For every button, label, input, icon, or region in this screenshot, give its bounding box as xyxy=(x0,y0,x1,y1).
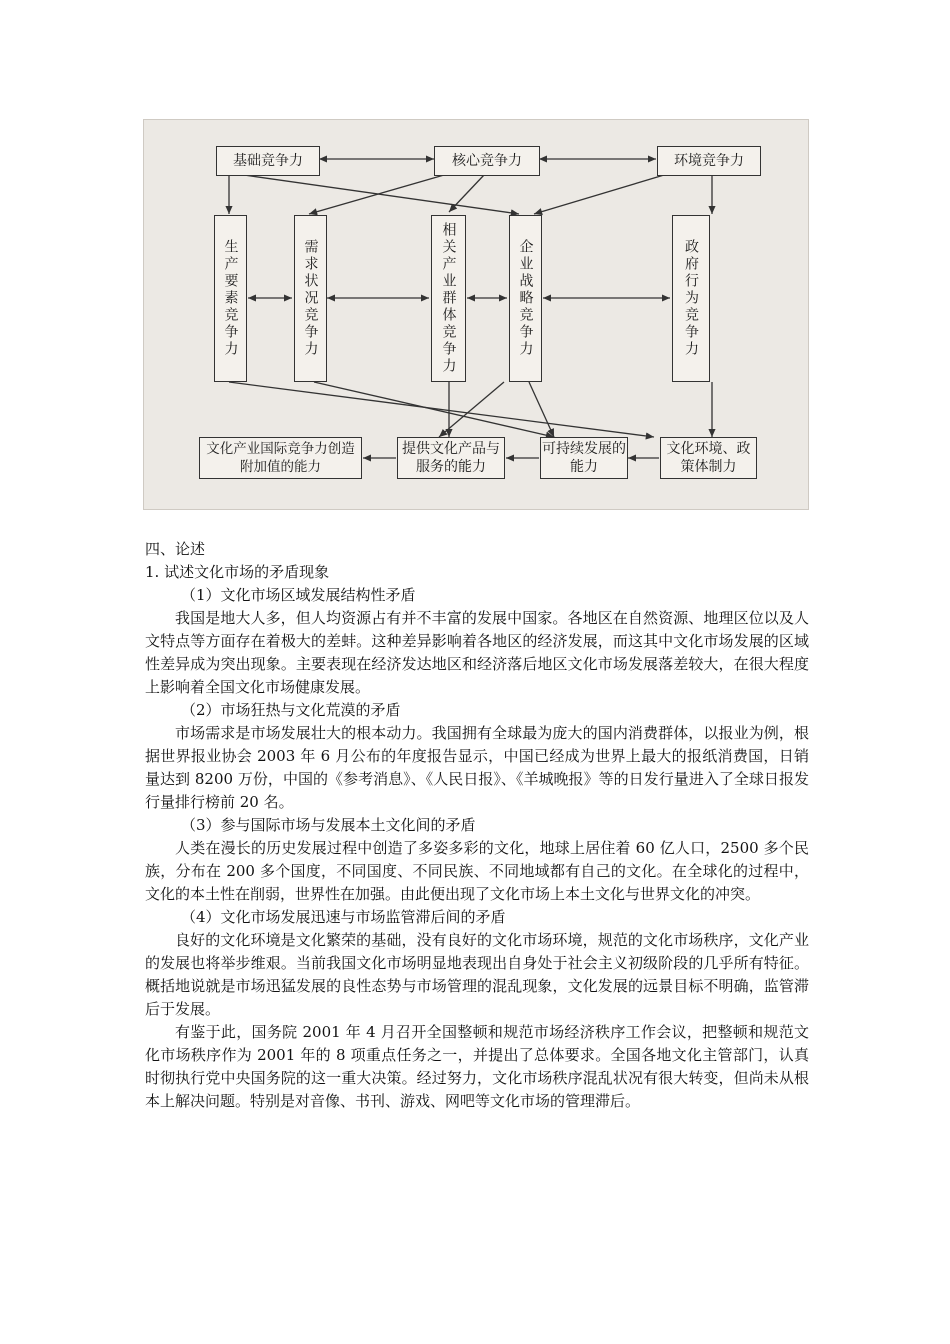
item-3-title: （3）参与国际市场与发展本土文化间的矛盾 xyxy=(181,816,476,834)
question-title: 1. 试述文化市场的矛盾现象 xyxy=(145,563,330,581)
related-industry-competitiveness-box: 相关产业群体竞争力 xyxy=(431,215,466,382)
item-2-title: （2）市场狂热与文化荒漠的矛盾 xyxy=(181,701,401,719)
essay-section xyxy=(145,538,809,1113)
demand-competitiveness-box: 需求状况竞争力 xyxy=(294,215,327,382)
culture-policy-environment-box: 文化环境、政策体制力 xyxy=(660,437,757,479)
closing-paragraph: 有鉴于此，国务院 2001 年 4 月召开全国整顿和规范市场经济秩序工作会议，把整顿和规范文化市场秩序作为 2001 年的 8 项重点任务之一，并提出了总体要求。全国各地文化主管部门，认真时彻执行党中央国务院的这一重大决策。经过努力，文化市场秩序混乱状况有很大转变，但尚未从根本上解决问题。特别是对音像、书刊、游戏、网吧等文化市场的管理滞后。 xyxy=(145,1023,809,1110)
international-competitiveness-box: 文化产业国际竞争力创造附加值的能力 xyxy=(199,437,362,479)
item-1-title: （1）文化市场区域发展结构性矛盾 xyxy=(181,586,416,604)
item-4-title: （4）文化市场发展迅速与市场监管滞后间的矛盾 xyxy=(181,908,506,926)
item-1-body: 我国是地大人多，但人均资源占有并不丰富的发展中国家。各地区在自然资源、地理区位以及人文特点等方面存在着极大的差蚌。这种差异影响着各地区的经济发展，而这其中文化市场发展的区域性差异成为突出现象。主要表现在经济发达地区和经济落后地区文化市场发展落差较大，在很大程度上影响着全国文化市场健康发展。 xyxy=(145,609,809,696)
item-2-body: 市场需求是市场发展壮大的根本动力。我国拥有全球最为庞大的国内消费群体，以报业为例，根据世界报业协会 2003 年 6 月公布的年度报告显示，中国已经成为世界上最大的报纸消费国，日销量达到 8200 万份，中国的《参考消息》、《人民日报》、《羊城晚报》等的日发行量进入了全球日报发行量排行榜前 20 名。 xyxy=(145,724,809,811)
strategy-competitiveness-box: 企业战略竞争力 xyxy=(509,215,542,382)
factor-competitiveness-box: 生产要素竞争力 xyxy=(214,215,247,382)
government-competitiveness-box: 政府行为竞争力 xyxy=(672,215,710,382)
section-heading: 四、论述 xyxy=(145,540,206,558)
environment-competitiveness-box: 环境竞争力 xyxy=(657,146,761,176)
sustainable-development-box: 可持续发展的能力 xyxy=(540,437,628,479)
core-competitiveness-box: 核心竞争力 xyxy=(434,146,540,176)
competitiveness-diagram xyxy=(143,119,809,510)
item-4-body: 良好的文化环境是文化繁荣的基础，没有良好的文化市场环境，规范的文化市场秩序，文化产业的发展也将举步维艰。当前我国文化市场明显地表现出自身处于社会主义初级阶段的几乎所有特征。概括地说就是市场迅猛发展的良性态势与市场管理的混乱现象，文化发展的远景目标不明确，监管滞后于发展。 xyxy=(145,931,809,1018)
product-service-capability-box: 提供文化产品与服务的能力 xyxy=(397,437,505,479)
item-3-body: 人类在漫长的历史发展过程中创造了多姿多彩的文化，地球上居住着 60 亿人口，2500 多个民族，分布在 200 多个国度，不同国度、不同民族、不同地域都有自己的文化。在全球化的过程中，文化的本土性在削弱，世界性在加强。由此便出现了文化市场上本土文化与世界文化的冲突。 xyxy=(145,839,809,903)
basic-competitiveness-box: 基础竞争力 xyxy=(216,146,320,176)
